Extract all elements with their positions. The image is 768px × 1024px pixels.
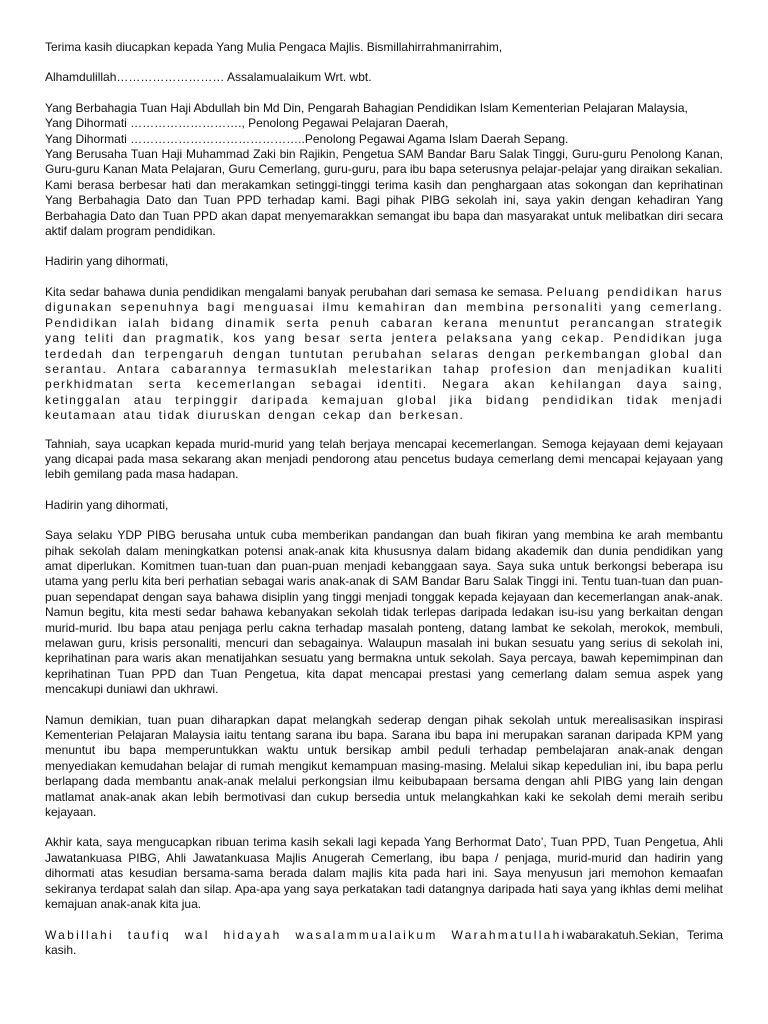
dignitary-line: Yang Berbahagia Tuan Haji Abdullah bin Md Din, Pengarah Bahagian Pendidikan Islam Kementerian Pelajaran Malaysia, [45,100,688,115]
dignitaries-block [45,101,723,240]
dignitary-line: Yang Berusaha Tuan Haji Muhammad Zaki bin Rajikin, Pengetua SAM Bandar Baru Salak Tinggi, Guru-guru Penolong Kanan, Guru-guru Kanan Mata Pelajaran, Guru Cemerlang, guru-guru, para ibu bapa seterusnya pelajar-pelajar yang diraikan sekalian. [45,147,723,177]
dignitary-line: Yang Dihormati ……………………………………..Penolong Pegawai Agama Islam Daerah Sepang. [45,131,569,146]
dignitary-line: Yang Dihormati ………………………., Penolong Pegawai Pelajaran Daerah, [45,116,449,131]
appreciation-paragraph: Kami berasa berbesar hati dan merakamkan setinggi-tinggi terima kasih dan penghargaan atas sokongan dan keprihatinan Yang Berbahagia Dato dan Tuan PPD terhadap kami. Bagi pihak PIBG sekolah ini, saya yakin dengan kehadiran Yang Berbahagia Dato dan Tuan PPD akan dapat menyemarakkan semangat ibu bapa dan masyarakat untuk melibatkan diri secara aktif dalam program pendidikan. [45,177,723,239]
congratulations-paragraph: Tahniah, saya ucapkan kepada murid-murid yang telah berjaya mencapai kecemerlangan. Semoga kejayaan demi kejayaan yang dicapai pada masa sekarang akan menjadi pendorong atau pencetus budaya cemerlang demi mencapai kejayaan yang lebih gemilang pada masa hadapan. [45,436,723,482]
salutation: Hadirin yang dihormati, [45,497,169,512]
education-paragraph-lead: Kita sedar bahawa dunia pendidikan mengalami banyak perubahan dari semasa ke semasa. [45,284,547,299]
inspiration-paragraph: Namun demikian, tuan puan diharapkan dapat melangkah sederap dengan pihak sekolah untuk merealisasikan inspirasi Kementerian Pelajaran Malaysia iaitu tentang sarana ibu bapa. Sarana ibu bapa ini merupakan saranan daripada KPM yang menuntut ibu bapa memperuntukkan waktu untuk bersikap ambil peduli terhadap pembelajaran anak-anak dengan menyediakan kemudahan belajar di rumah mengikut kemampuan masing-masing. Melalui sikap kepedulian ini, ibu bapa perlu berlapang dada membantu anak-anak melalui perkongsian ilmu keibubapaan bersama dengan ahli PIBG yang lain dengan matlamat anak-anak akan lebih bermotivasi dan cukup bersedia untuk melangkahkan kaki ke sekolah demi meraih seribu kejayaan. [45,712,723,820]
education-paragraph-body: Peluang pendidikan harus digunakan sepenuhnya bagi menguasai ilmu kemahiran dan membina personaliti yang cemerlang. Pendidikan ialah bidang dinamik serta penuh cabaran kerana menuntut perancangan strategik yang teliti dan pragmatik, kos yang besar serta jentera pelaksana yang cekap. Pendidikan juga terdedah dan terpengaruh dengan tuntutan perubahan selaras dengan perkembangan global dan serantau. Antara cabarannya termasuklah melestarikan tahap profesion dan menjadikan kualiti perkhidmatan serta kecemerlangan sebagai identiti. Negara akan kehilangan daya saing, ketinggalan atau terpinggir daripada kemajuan global jika bidang pendidikan tidak menjadi keutamaan atau tidak diuruskan dengan cekap dan berkesan. [45,284,723,423]
closing-paragraph: Akhir kata, saya mengucapkan ribuan terima kasih sekali lagi kepada Yang Berhormat Dato’, Tuan PPD, Tuan Pengetua, Ahli Jawatankuasa PIBG, Ahli Jawatankuasa Majlis Anugerah Cemerlang, ibu bapa / penjaga, murid-murid dan hadirin yang dihormati atas kesudian bersama-sama berada dalam majlis kita pada hari ini. Saya menyusun jari memohon kemaafan sekiranya terdapat salah dan silap. Apa-apa yang saya perkatakan tadi datangnya daripada hati saya yang ikhlas demi melihat kemajuan anak-anak kita jua. [45,835,723,912]
signoff-rest: wabarakatuh.Sekian, Terima kasih. [45,927,723,957]
greeting-line: Alhamdulillah……………………… Assalamualaikum Wrt. wbt. [45,70,372,85]
speech-document [45,40,723,958]
salutation: Hadirin yang dihormati, [45,254,169,269]
opening-line: Terima kasih diucapkan kepada Yang Mulia Pengaca Majlis. Bismillahirrahmanirrahim, [45,40,503,54]
signoff-line [45,928,723,959]
signoff-spaced: Wabillahi taufiq wal hidayah wasalammualaikum Warahmatullahi [45,927,567,942]
education-paragraph [45,285,723,424]
ydp-paragraph: Saya selaku YDP PIBG berusaha untuk cuba memberikan pandangan dan buah fikiran yang membina ke arah membantu pihak sekolah dalam meningkatkan potensi anak-anak kita khususnya dalam bidang akademik dan dunia pendidikan yang amat diperlukan. Komitmen tuan-tuan dan puan-puan menjadi kebanggaan saya. Saya suka untuk berkongsi beberapa isu utama yang perlu kita beri perhatian sebagai waris anak-anak di SAM Bandar Baru Salak Tinggi ini. Tentu tuan-tuan dan puan-puan sependapat dengan saya bahawa disiplin yang tinggi menjadi tonggak kepada kejayaan dan kecemerlangan anak-anak. Namun begitu, kita mesti sedar bahawa kebanyakan sekolah tidak terlepas daripada ledakan isu-isu yang berkaitan dengan murid-murid. Ibu bapa atau penjaga perlu cakna terhadap masalah ponteng, datang lambat ke sekolah, merokok, membuli, melawan guru, krisis personaliti, mencuri dan sebagainya. Walaupun masalah ini bukan sesuatu yang serius di sekolah ini, keprihatinan para waris akan menatijahkan sesuatu yang bermakna untuk sekolah. Saya percaya, bawah kepemimpinan dan keprihatinan Tuan PPD dan Tuan Pengetua, kita dapat mencapai prestasi yang cemerlang dalam semua aspek yang mencakupi duniawi dan ukhrawi. [45,528,723,697]
